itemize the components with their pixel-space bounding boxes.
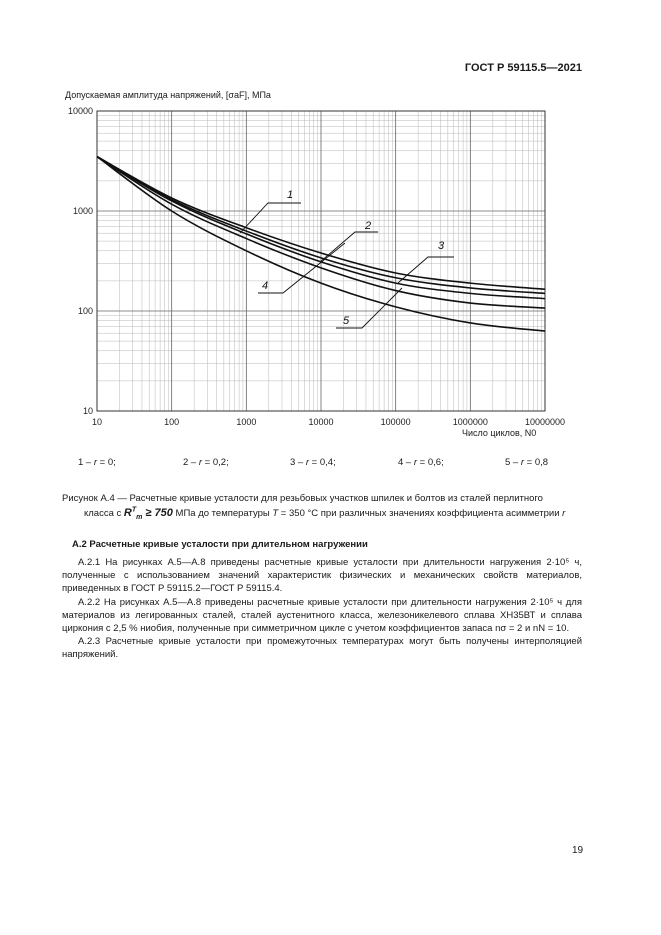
y-tick-label: 1000 (72, 206, 93, 216)
legend-item-4: 4 – r = 0,6; (398, 457, 444, 468)
x-tick-label: 1000000 (452, 417, 488, 427)
legend-item-2: 2 – r = 0,2; (183, 457, 229, 468)
caption-line-1: Рисунок А.4 — Расчетные кривые усталости для резьбовых участков шпилек и болтов из сталей перлитного (62, 493, 543, 504)
x-tick-label: 1000 (236, 417, 257, 427)
caption-line-2: класса с $R^T_m \ge 750$ МПа до температуры T = 350 °С при различных значениях коэффициента асимметрии r (84, 506, 566, 522)
curve-label-3: 3 (438, 240, 445, 252)
legend-item-5: 5 – r = 0,8 (505, 457, 549, 468)
section-title: А.2 Расчетные кривые усталости при длительном нагружении (72, 539, 368, 550)
curve-label-5: 5 (343, 315, 350, 327)
page-number: 19 (572, 845, 584, 856)
x-tick-label: 10 (91, 417, 103, 427)
figure-caption (62, 492, 582, 521)
document-header: ГОСТ Р 59115.5—2021 (464, 62, 582, 74)
y-tick-label: 10 (82, 406, 93, 416)
strength-symbol: $R^T_m \ge 750$ (123, 506, 173, 522)
curve-leader-2 (320, 232, 378, 262)
curve-label-4: 4 (262, 280, 269, 292)
paragraph-a21: А.2.1 На рисунках А.5—А.8 приведены расчетные кривые усталости при длительности нагружения 2·10⁵ ч, полученные с использованием значений характеристик физических и механических свойств материалов, приведенных в ГОСТ Р 59115.2—ГОСТ Р 59115.4. (62, 557, 582, 595)
paragraph-a22: А.2.2 На рисунках А.5—А.8 приведены расчетные кривые усталости при длительности нагружения 2·10⁵ ч для материалов из легированных сталей, сталей аустенитного класса, железоникелевого сплава ХН35ВТ и сплава циркония с 2,5 % ниобия, полученные при симметричном цикле с учетом коэффициентов запаса nσ = 2 и nN = 10. (62, 596, 582, 635)
x-tick-label: 100000 (380, 417, 411, 427)
y-tick-label: 10000 (67, 106, 93, 116)
curve-leader-4 (258, 243, 345, 293)
curve-label-2: 2 (365, 220, 372, 232)
paragraph-a23: А.2.3 Расчетные кривые усталости при промежуточных температурах могут быть получены интерполяцией напряжений. (62, 636, 582, 661)
x-tick-label: 10000000 (524, 417, 566, 427)
legend-item-3: 3 – r = 0,4; (290, 457, 336, 468)
x-tick-label: 10000 (308, 417, 334, 427)
x-tick-label: 100 (164, 417, 180, 427)
section-a2 (62, 539, 582, 662)
y-tick-label: 100 (77, 306, 93, 316)
y-axis-label: Допускаемая амплитуда напряжений, [σaF], МПа (65, 90, 271, 100)
legend-item-1: 1 – r = 0; (78, 457, 116, 468)
x-axis-label: Число циклов, N0 (462, 428, 537, 438)
curve-label-1: 1 (287, 189, 294, 201)
